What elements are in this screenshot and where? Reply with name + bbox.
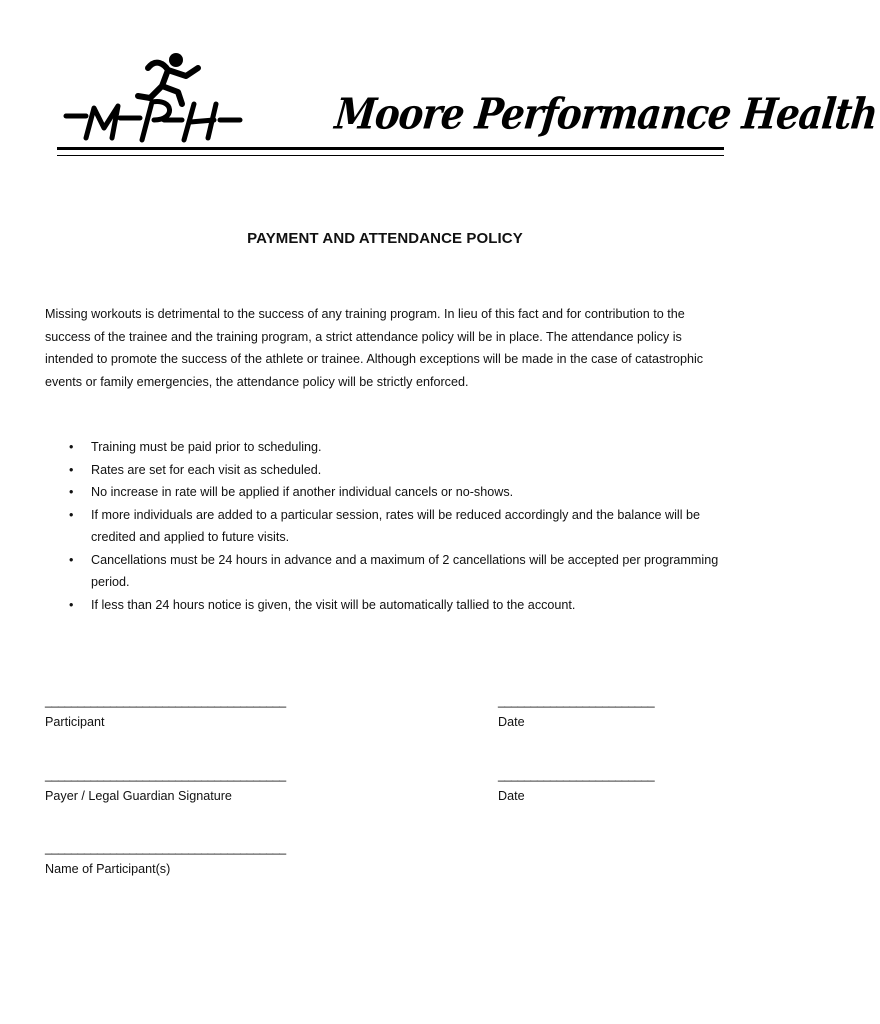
mph-logo xyxy=(64,46,244,146)
participant-date-line[interactable]: ________________________ xyxy=(498,694,655,708)
list-item xyxy=(45,481,725,504)
policy-list xyxy=(45,436,725,616)
policy-text: If more individuals are added to a particular session, rates will be reduced accordingly and the balance will be credited and applied to future visits. xyxy=(91,507,701,544)
bullet-icon: • xyxy=(69,552,74,567)
header-rule-thick xyxy=(57,147,724,150)
guardian-label: Payer / Legal Guardian Signature xyxy=(45,789,232,803)
policy-text: Cancellations must be 24 hours in advance and a maximum of 2 cancellations will be accepted per programming period. xyxy=(91,552,719,589)
policy-text: If less than 24 hours notice is given, the visit will be automatically tallied to the account. xyxy=(91,597,576,612)
brand-name: Moore Performance Health xyxy=(332,88,880,139)
guardian-date-line[interactable]: ________________________ xyxy=(498,768,655,782)
policy-text: Rates are set for each visit as scheduled. xyxy=(91,462,322,477)
letterhead xyxy=(0,0,880,170)
header-rule-thin xyxy=(57,155,724,156)
policy-text: No increase in rate will be applied if another individual cancels or no-shows. xyxy=(91,485,514,499)
intro-paragraph: Missing workouts is detrimental to the success of any training program. In lieu of this fact and for contribution to the success of the trainee and the training program, a strict attendance policy will be in place. The attendance policy is intended to promote the success of the athlete or trainee. Although exceptions will be made in the case of catastrophic events or family emergencies, the attendance policy will be strictly enforced. xyxy=(45,307,704,389)
list-item xyxy=(45,459,725,482)
bullet-icon: • xyxy=(69,440,74,454)
runner-icon xyxy=(138,53,198,104)
list-item xyxy=(45,549,725,594)
participant-name-label: Name of Participant(s) xyxy=(45,862,171,876)
participant-signature-line[interactable]: _____________________________________ xyxy=(45,694,286,708)
bullet-icon: • xyxy=(69,507,74,522)
list-item xyxy=(45,436,725,459)
list-item xyxy=(45,504,725,549)
list-item xyxy=(45,594,725,617)
participant-label: Participant xyxy=(45,715,105,729)
policy-text: Training must be paid prior to scheduling. xyxy=(91,440,322,454)
participant-date-label: Date xyxy=(498,715,525,729)
mph-letters xyxy=(66,102,240,140)
document-title: PAYMENT AND ATTENDANCE POLICY xyxy=(247,230,523,247)
bullet-icon: • xyxy=(69,462,74,477)
bullet-icon: • xyxy=(69,485,74,499)
guardian-signature-line[interactable]: _____________________________________ xyxy=(45,768,286,782)
bullet-icon: • xyxy=(69,597,74,612)
guardian-date-label: Date xyxy=(498,789,525,803)
participant-name-line[interactable]: _____________________________________ xyxy=(45,841,286,855)
